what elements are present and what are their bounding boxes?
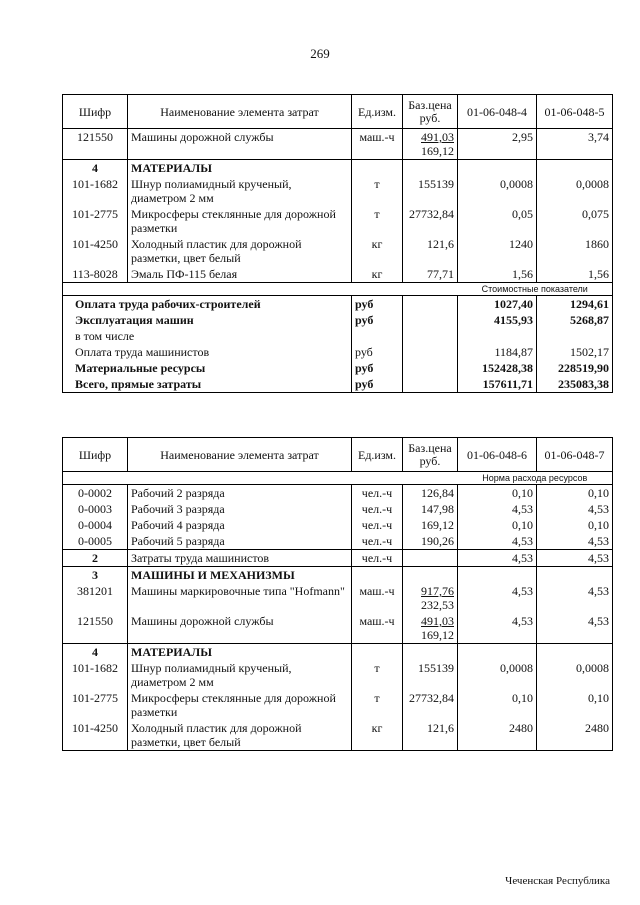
summary-value-2: 1294,61 (537, 296, 613, 313)
row-price: 169,12 (403, 517, 458, 533)
row-price (403, 583, 458, 613)
cost-table-1 (62, 94, 613, 393)
row-norm-2: 4,53 (537, 583, 613, 613)
row-price (403, 129, 458, 160)
row-norm-2: 0,10 (537, 517, 613, 533)
row-norm-1: 0,10 (458, 690, 537, 720)
summary-label: Эксплуатация машин (63, 312, 352, 328)
row-name: Микросферы стеклянные для дорожной разметки (128, 690, 352, 720)
row-unit: кг (352, 266, 403, 283)
row-code: 101-1682 (63, 660, 128, 690)
row-norm-1: 4,53 (458, 501, 537, 517)
row-unit: чел.-ч (352, 533, 403, 550)
row-unit: чел.-ч (352, 501, 403, 517)
col-unit-header: Ед.изм. (352, 438, 403, 472)
table-row (63, 613, 613, 644)
row-norm-1: 2,95 (458, 129, 537, 160)
summary-label: Оплата труда машинистов (63, 344, 352, 360)
row-price: 27732,84 (403, 690, 458, 720)
section-title: Затраты труда машинистов (128, 550, 352, 567)
row-norm-1: 2480 (458, 720, 537, 751)
row-price: 121,6 (403, 720, 458, 751)
section-row (63, 550, 613, 567)
row-name: Машины маркировочные типа "Hofmann" (128, 583, 352, 613)
row-norm-1: 1240 (458, 236, 537, 266)
row-unit: маш.-ч (352, 129, 403, 160)
row-name: Шнур полиамидный крученый, диаметром 2 мм (128, 660, 352, 690)
row-unit: чел.-ч (352, 550, 403, 567)
row-code: 121550 (63, 613, 128, 644)
row-norm-2: 2480 (537, 720, 613, 751)
summary-row (63, 376, 613, 393)
row-price: 190,26 (403, 533, 458, 550)
col-name-header: Наименование элемента затрат (128, 438, 352, 472)
summary-label: Материальные ресурсы (63, 360, 352, 376)
table-row (63, 176, 613, 206)
summary-value-1: 1184,87 (458, 344, 537, 360)
col-price-header: Баз.цена руб. (403, 438, 458, 472)
row-name: Эмаль ПФ-115 белая (128, 266, 352, 283)
row-code: 101-2775 (63, 690, 128, 720)
row-code: 381201 (63, 583, 128, 613)
section-code: 3 (63, 567, 128, 584)
col-name-header: Наименование элемента затрат (128, 95, 352, 129)
col-price-header: Баз.цена руб. (403, 95, 458, 129)
section-band (63, 283, 613, 296)
table-row (63, 266, 613, 283)
summary-value-2: 235083,38 (537, 376, 613, 393)
table-row (63, 720, 613, 751)
row-code: 0-0003 (63, 501, 128, 517)
row-name: Рабочий 5 разряда (128, 533, 352, 550)
row-unit: кг (352, 720, 403, 751)
row-code: 101-2775 (63, 206, 128, 236)
row-code: 101-1682 (63, 176, 128, 206)
row-code: 113-8028 (63, 266, 128, 283)
row-name: Шнур полиамидный крученый, диаметром 2 мм (128, 176, 352, 206)
col-norm-1-header: 01-06-048-6 (458, 438, 537, 472)
row-norm-1: 0,10 (458, 485, 537, 502)
row-norm-2: 0,10 (537, 485, 613, 502)
row-norm-1: 0,05 (458, 206, 537, 236)
section-row (63, 644, 613, 661)
summary-unit: руб (352, 360, 403, 376)
summary-value-1: 4155,93 (458, 312, 537, 328)
row-norm-1: 1,56 (458, 266, 537, 283)
row-unit: т (352, 176, 403, 206)
header-row (63, 95, 613, 129)
row-norm-2: 3,74 (537, 129, 613, 160)
section-title: МАШИНЫ И МЕХАНИЗМЫ (128, 567, 352, 584)
row-code: 101-4250 (63, 720, 128, 751)
header-row (63, 438, 613, 472)
row-price (403, 613, 458, 644)
row-norm-1: 0,0008 (458, 660, 537, 690)
row-norm-1: 4,53 (458, 550, 537, 567)
row-norm-1: 4,53 (458, 613, 537, 644)
summary-value-1: 1027,40 (458, 296, 537, 313)
row-name: Рабочий 2 разряда (128, 485, 352, 502)
summary-row (63, 344, 613, 360)
price-wage: 232,53 (421, 598, 454, 612)
band-label: Норма расхода ресурсов (458, 472, 613, 485)
row-price: 77,71 (403, 266, 458, 283)
price-total: 491,03 (421, 614, 454, 628)
col-code-header: Шифр (63, 95, 128, 129)
summary-value-1: 152428,38 (458, 360, 537, 376)
table-row (63, 501, 613, 517)
price-wage: 169,12 (421, 628, 454, 642)
row-norm-1: 4,53 (458, 533, 537, 550)
table-row (63, 660, 613, 690)
row-unit: маш.-ч (352, 583, 403, 613)
row-unit: т (352, 206, 403, 236)
row-unit: чел.-ч (352, 485, 403, 502)
summary-value-2: 5268,87 (537, 312, 613, 328)
row-code: 0-0005 (63, 533, 128, 550)
section-row (63, 160, 613, 177)
section-band (63, 472, 613, 485)
row-norm-2: 1,56 (537, 266, 613, 283)
row-price: 155139 (403, 660, 458, 690)
table-row (63, 129, 613, 160)
price-total: 491,03 (421, 130, 454, 144)
row-norm-2: 1860 (537, 236, 613, 266)
row-norm-2: 0,0008 (537, 660, 613, 690)
row-unit: т (352, 660, 403, 690)
summary-unit: руб (352, 312, 403, 328)
table-row (63, 533, 613, 550)
summary-value-2: 1502,17 (537, 344, 613, 360)
row-name: Машины дорожной службы (128, 613, 352, 644)
page-number: 269 (310, 46, 330, 61)
row-price: 155139 (403, 176, 458, 206)
summary-label: Оплата труда рабочих-строителей (63, 296, 352, 313)
summary-row (63, 296, 613, 313)
row-unit: кг (352, 236, 403, 266)
row-norm-2: 4,53 (537, 501, 613, 517)
row-code: 0-0004 (63, 517, 128, 533)
row-name: Рабочий 4 разряда (128, 517, 352, 533)
row-norm-2: 0,075 (537, 206, 613, 236)
row-norm-2: 4,53 (537, 550, 613, 567)
summary-unit: руб (352, 344, 403, 360)
row-norm-2: 4,53 (537, 613, 613, 644)
row-norm-2: 0,10 (537, 690, 613, 720)
price-wage: 169,12 (421, 144, 454, 158)
row-name: Рабочий 3 разряда (128, 501, 352, 517)
section-code: 2 (63, 550, 128, 567)
section-code: 4 (63, 644, 128, 661)
row-norm-2: 4,53 (537, 533, 613, 550)
summary-unit: руб (352, 296, 403, 313)
col-code-header: Шифр (63, 438, 128, 472)
row-code: 121550 (63, 129, 128, 160)
table-row (63, 690, 613, 720)
row-name: Микросферы стеклянные для дорожной разметки (128, 206, 352, 236)
col-unit-header: Ед.изм. (352, 95, 403, 129)
table-row (63, 517, 613, 533)
row-name: Холодный пластик для дорожной разметки, цвет белый (128, 236, 352, 266)
summary-value-1: 157611,71 (458, 376, 537, 393)
table-row (63, 236, 613, 266)
table-row (63, 206, 613, 236)
summary-value-2: 228519,90 (537, 360, 613, 376)
summary-unit: руб (352, 376, 403, 393)
row-norm-1: 0,0008 (458, 176, 537, 206)
summary-row (63, 360, 613, 376)
row-unit: т (352, 690, 403, 720)
band-label: Стоимостные показатели (458, 283, 613, 296)
row-price: 147,98 (403, 501, 458, 517)
row-price: 27732,84 (403, 206, 458, 236)
row-price: 121,6 (403, 236, 458, 266)
price-total: 917,76 (421, 584, 454, 598)
summary-row (63, 312, 613, 328)
row-price: 126,84 (403, 485, 458, 502)
row-unit: чел.-ч (352, 517, 403, 533)
col-norm-2-header: 01-06-048-7 (537, 438, 613, 472)
section-title: МАТЕРИАЛЫ (128, 160, 352, 177)
footer-region: Чеченская Республика (505, 875, 610, 887)
table-row (63, 583, 613, 613)
row-name: Холодный пластик для дорожной разметки, цвет белый (128, 720, 352, 751)
summary-label: в том числе (63, 328, 352, 344)
row-norm-2: 0,0008 (537, 176, 613, 206)
summary-row (63, 328, 613, 344)
row-norm-1: 0,10 (458, 517, 537, 533)
row-norm-1: 4,53 (458, 583, 537, 613)
col-norm-1-header: 01-06-048-4 (458, 95, 537, 129)
row-code: 101-4250 (63, 236, 128, 266)
col-norm-2-header: 01-06-048-5 (537, 95, 613, 129)
section-code: 4 (63, 160, 128, 177)
section-row (63, 567, 613, 584)
summary-label: Всего, прямые затраты (63, 376, 352, 393)
section-title: МАТЕРИАЛЫ (128, 644, 352, 661)
cost-table-2 (62, 437, 613, 751)
row-unit: маш.-ч (352, 613, 403, 644)
table-row (63, 485, 613, 502)
row-name: Машины дорожной службы (128, 129, 352, 160)
row-code: 0-0002 (63, 485, 128, 502)
